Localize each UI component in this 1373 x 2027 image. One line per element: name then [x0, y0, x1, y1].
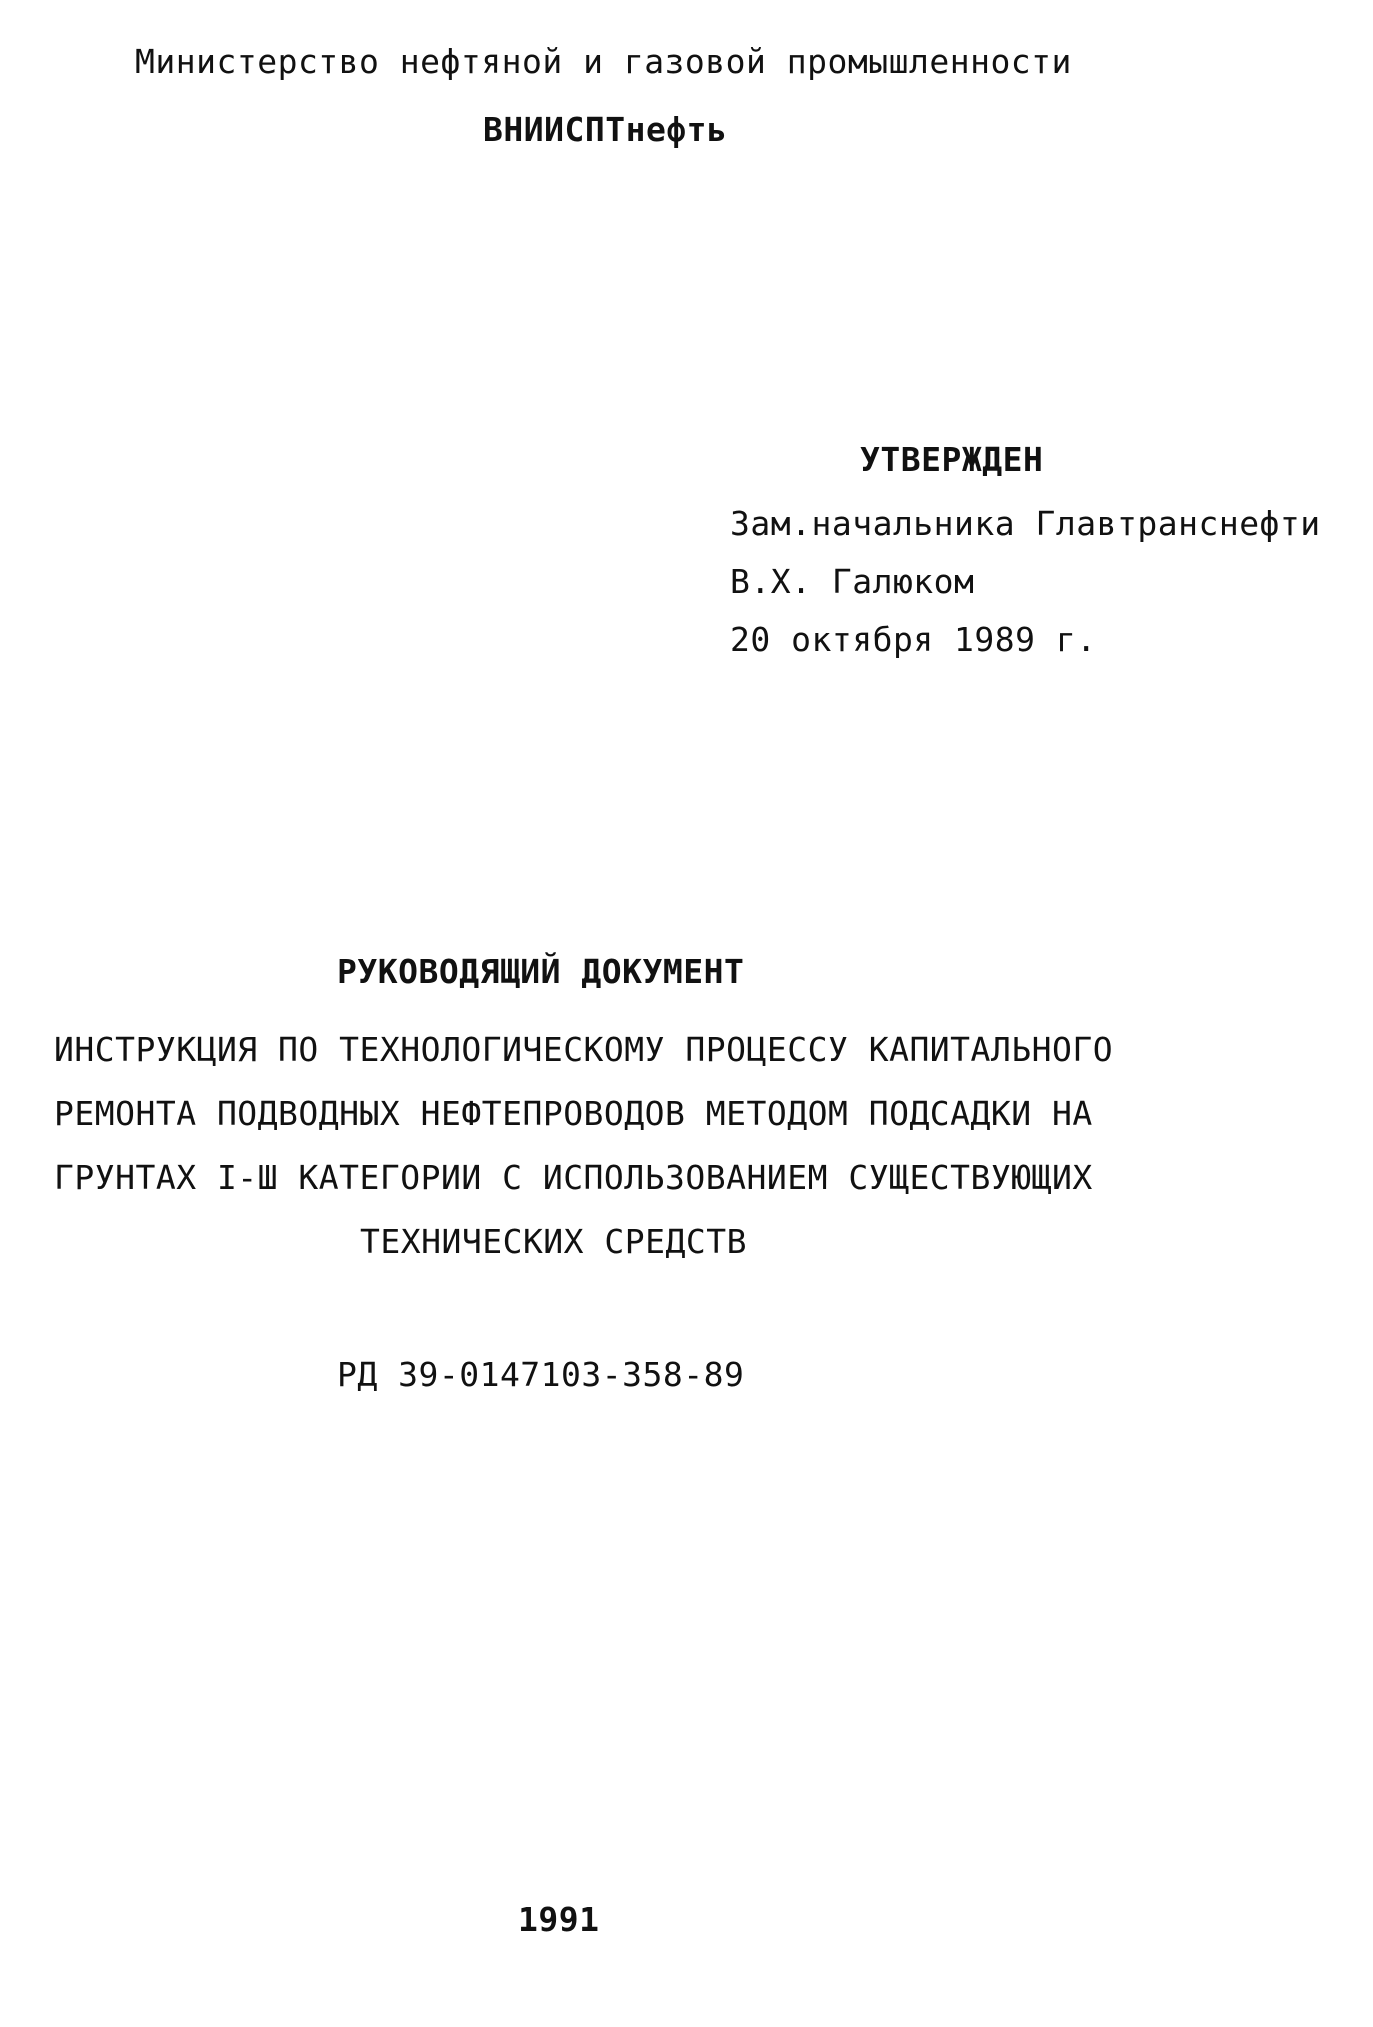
document-code: РД 39-0147103-358-89 [337, 1355, 745, 1394]
title-line: ГРУНТАХ I-Ш КАТЕГОРИИ С ИСПОЛЬЗОВАНИЕМ СУЩЕСТВУЮЩИХ [54, 1158, 1093, 1197]
publication-year: 1991 [518, 1900, 600, 1939]
approval-date: 20 октября 1989 г. [730, 620, 1097, 659]
title-line: ИНСТРУКЦИЯ ПО ТЕХНОЛОГИЧЕСКОМУ ПРОЦЕССУ КАПИТАЛЬНОГО [54, 1030, 1114, 1069]
approval-block [730, 440, 1321, 678]
title-line: РЕМОНТА ПОДВОДНЫХ НЕФТЕПРОВОДОВ МЕТОДОМ ПОДСАДКИ НА [54, 1094, 1093, 1133]
document-type: РУКОВОДЯЩИЙ ДОКУМЕНТ [337, 952, 745, 991]
document-title [54, 1030, 1114, 1286]
approval-title: УТВЕРЖДЕН [860, 440, 1044, 479]
title-line: ТЕХНИЧЕСКИХ СРЕДСТВ [360, 1222, 747, 1261]
institute-name: ВНИИСПТнефть [483, 110, 728, 149]
approval-person: В.Х. Галюком [730, 562, 975, 601]
ministry-name: Министерство нефтяной и газовой промышленности [135, 42, 1072, 81]
approval-position: Зам.начальника Главтранснефти [730, 504, 1321, 543]
